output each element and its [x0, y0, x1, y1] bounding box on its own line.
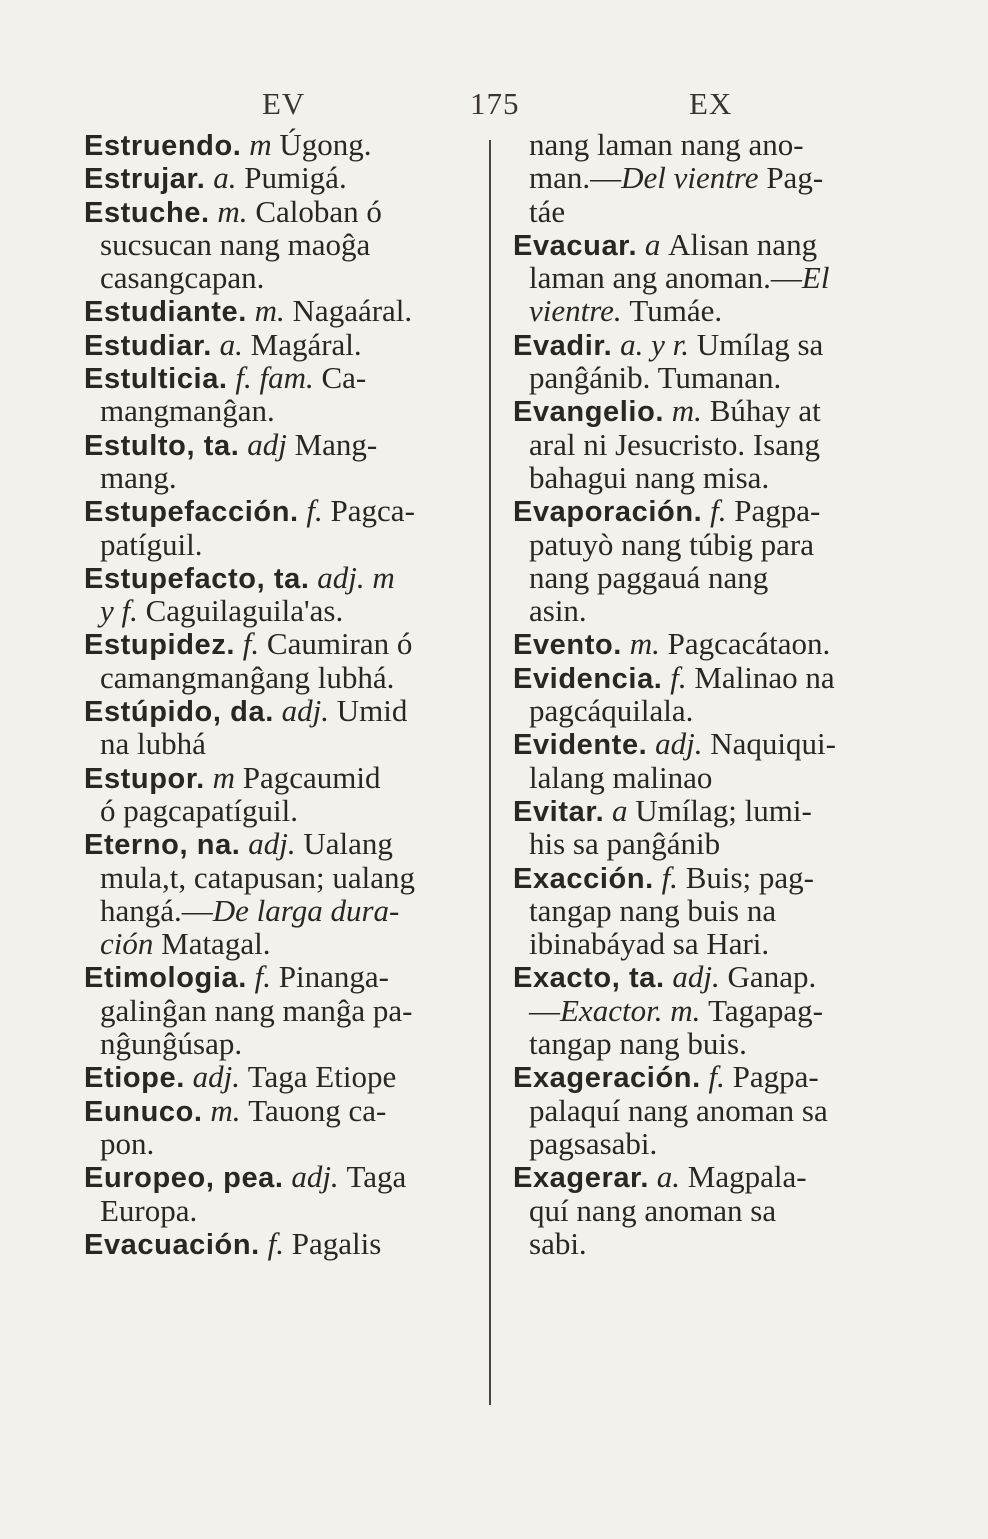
- entry-continuation-line: [84, 261, 482, 294]
- grammar-note: f.: [702, 493, 735, 529]
- headword: Evangelio.: [513, 396, 665, 429]
- entry-continuation-line: [513, 1227, 905, 1260]
- entry-continuation-line: [513, 528, 905, 561]
- entry-headword-line: [513, 727, 905, 760]
- entry-continuation-line: [84, 394, 482, 427]
- headword: Evaporación.: [513, 496, 703, 529]
- headword: Etimologia.: [84, 962, 247, 995]
- definition-text: Tumáe.: [629, 293, 723, 329]
- grammar-note: m.: [246, 293, 293, 329]
- definition-text: Búhay at: [709, 393, 821, 429]
- grammar-note: De larga dura-: [212, 892, 400, 928]
- definition-text: aral ni Jesucristo. Isang: [529, 426, 820, 462]
- entry-continuation-line: [84, 1027, 482, 1060]
- entry-continuation-line: [513, 261, 905, 294]
- definition-text: mang.: [100, 459, 177, 495]
- definition-text: Umid: [336, 693, 408, 729]
- definition-text: laman ang anoman.—: [529, 260, 802, 296]
- definition-text: Caguilaguila'as.: [145, 593, 344, 629]
- entry-continuation-line: [513, 994, 905, 1027]
- entry-continuation-line: [84, 894, 482, 927]
- definition-text: Pagcacátaon.: [667, 626, 831, 662]
- grammar-note: f.: [246, 959, 279, 995]
- entry-headword-line: [84, 1060, 482, 1093]
- entry-headword-line: [513, 960, 905, 993]
- headword: Evacuación.: [84, 1228, 260, 1261]
- grammar-note: adj.: [664, 959, 728, 995]
- headword: Estúpido, da.: [84, 696, 274, 729]
- page-number: 175: [470, 86, 520, 121]
- entry-continuation-line: [513, 761, 905, 794]
- header-left-guide: EV: [262, 86, 306, 121]
- headword: Evadir.: [513, 329, 613, 362]
- headword: Estuche.: [84, 196, 210, 229]
- entry-headword-line: [84, 827, 482, 860]
- grammar-note: El: [801, 260, 830, 296]
- headword: Estupor.: [84, 762, 205, 795]
- entry-headword-line: [513, 627, 905, 660]
- grammar-note: f.: [662, 659, 695, 695]
- definition-text: man.—: [529, 160, 622, 196]
- entry-continuation-line: [513, 594, 905, 627]
- definition-text: sabi.: [529, 1225, 587, 1261]
- grammar-note: a.: [211, 326, 251, 362]
- grammar-note: a.: [205, 160, 245, 196]
- entry-continuation-line: [513, 1127, 905, 1160]
- definition-text: panĝánib. Tumanan.: [529, 360, 782, 396]
- definition-text: sucsucan nang maoĝa: [100, 226, 371, 262]
- definition-text: camangmanĝang lubhá.: [100, 659, 395, 695]
- entry-headword-line: [84, 361, 482, 394]
- definition-text: pagcáquilala.: [529, 693, 694, 729]
- grammar-note: a. y r.: [612, 326, 697, 362]
- definition-text: Pagpa-: [734, 493, 821, 529]
- entry-continuation-line: [513, 1194, 905, 1227]
- headword: Evento.: [513, 629, 622, 662]
- entry-continuation-line: [84, 528, 482, 561]
- definition-text: Nagaáral.: [292, 293, 413, 329]
- headword: Evitar.: [513, 795, 605, 828]
- grammar-note: Del vientre: [621, 160, 767, 196]
- entry-continuation-line: [513, 1027, 905, 1060]
- entry-continuation-line: [513, 461, 905, 494]
- grammar-note: f.: [700, 1059, 733, 1095]
- grammar-note: f.: [298, 493, 331, 529]
- entry-continuation-line: [84, 727, 482, 760]
- definition-text: Pagalis: [291, 1225, 382, 1261]
- definition-text: his sa panĝánib: [529, 826, 721, 862]
- grammar-note: a: [604, 792, 636, 828]
- definition-text: Pinanga-: [278, 959, 389, 995]
- definition-text: lalang malinao: [529, 759, 713, 795]
- entry-headword-line: [513, 661, 905, 694]
- headword: Evacuar.: [513, 229, 638, 262]
- grammar-note: m.: [621, 626, 668, 662]
- grammar-note: a: [637, 226, 669, 262]
- headword: Eterno, na.: [84, 829, 241, 862]
- definition-text: Matagal.: [161, 926, 271, 962]
- entry-headword-line: [84, 195, 482, 228]
- entry-continuation-line: [513, 361, 905, 394]
- definition-text: Pagca-: [330, 493, 415, 529]
- definition-text: Tagapag-: [708, 992, 823, 1028]
- definition-text: Magáral.: [250, 326, 362, 362]
- entry-continuation-line: [84, 861, 482, 894]
- definition-text: Magpala-: [687, 1159, 807, 1195]
- definition-text: pagsasabi.: [529, 1125, 658, 1161]
- entry-continuation-line: [513, 294, 905, 327]
- grammar-note: m.: [202, 1092, 249, 1128]
- definition-text: Pagcaumid: [242, 759, 381, 795]
- definition-text: —: [529, 992, 560, 1028]
- entry-headword-line: [84, 161, 482, 194]
- entry-continuation-line: [513, 894, 905, 927]
- entry-continuation-line: [513, 561, 905, 594]
- entry-headword-line: [513, 1160, 905, 1193]
- definition-text: Buis; pag-: [685, 859, 814, 895]
- left-column: [84, 128, 482, 1260]
- definition-text: Úgong.: [279, 127, 372, 162]
- entry-headword-line: [84, 561, 482, 594]
- definition-text: mangmanĝan.: [100, 393, 275, 429]
- headword: Exageración.: [513, 1062, 701, 1095]
- entry-headword-line: [84, 1094, 482, 1127]
- entry-headword-line: [513, 228, 905, 261]
- headword: Exacto, ta.: [513, 962, 665, 995]
- headword: Europeo, pea.: [84, 1162, 284, 1195]
- definition-text: Taga Etiope: [247, 1059, 397, 1095]
- grammar-note: f.: [235, 626, 267, 662]
- headword: Estruendo.: [84, 130, 242, 162]
- definition-text: tangap nang buis.: [529, 1026, 747, 1062]
- definition-text: táe: [529, 193, 566, 229]
- headword: Estulto, ta.: [84, 429, 240, 462]
- entry-continuation-line: [513, 428, 905, 461]
- entry-headword-line: [84, 627, 482, 660]
- entry-headword-line: [513, 328, 905, 361]
- definition-text: pon.: [100, 1125, 155, 1161]
- grammar-note: adj: [239, 426, 295, 462]
- entry-continuation-line: [84, 1127, 482, 1160]
- entry-headword-line: [84, 494, 482, 527]
- definition-text: tangap nang buis na: [529, 892, 777, 928]
- right-column: [513, 128, 905, 1260]
- definition-text: Umílag sa: [696, 326, 824, 362]
- definition-text: Ca-: [321, 360, 367, 396]
- grammar-note: adj.: [273, 693, 337, 729]
- definition-text: Ganap.: [727, 959, 817, 995]
- entry-headword-line: [84, 428, 482, 461]
- headword: Etiope.: [84, 1062, 185, 1095]
- entry-headword-line: [84, 694, 482, 727]
- grammar-note: m: [204, 759, 243, 795]
- grammar-note: y f.: [100, 593, 146, 629]
- entry-continuation-line: [513, 827, 905, 860]
- definition-text: casangcapan.: [100, 260, 265, 296]
- definition-text: Europa.: [100, 1192, 198, 1228]
- headword: Estudiante.: [84, 296, 247, 329]
- definition-text: mula,t, catapusan; ualang: [100, 859, 416, 895]
- grammar-note: f. fam.: [227, 360, 322, 396]
- definition-text: asin.: [529, 593, 587, 629]
- headword: Eunuco.: [84, 1095, 203, 1128]
- definition-text: palaquí nang anoman sa: [529, 1092, 828, 1128]
- definition-text: Pag-: [766, 160, 824, 196]
- grammar-note: a.: [649, 1159, 688, 1195]
- entry-continuation-line: [513, 161, 905, 194]
- definition-text: ó pagcapatíguil.: [100, 792, 298, 828]
- grammar-note: adj.: [184, 1059, 248, 1095]
- headword: Estupidez.: [84, 629, 236, 662]
- definition-text: nĝunĝúsap.: [100, 1026, 243, 1062]
- grammar-note: vientre.: [529, 293, 630, 329]
- entry-continuation-line: [513, 128, 905, 161]
- entry-headword-line: [84, 1227, 482, 1260]
- definition-text: bahagui nang misa.: [529, 459, 770, 495]
- headword: Estudiar.: [84, 329, 212, 362]
- headword: Exacción.: [513, 862, 654, 895]
- grammar-note: m: [241, 127, 280, 162]
- definition-text: na lubhá: [100, 726, 206, 762]
- entry-continuation-line: [84, 794, 482, 827]
- grammar-note: adj. m: [309, 559, 395, 595]
- grammar-note: m.: [209, 193, 256, 229]
- definition-text: hangá.—: [100, 892, 213, 928]
- definition-text: patuyò nang túbig para: [529, 526, 814, 562]
- headword: Estrujar.: [84, 163, 206, 196]
- entry-headword-line: [84, 294, 482, 327]
- entry-continuation-line: [84, 927, 482, 960]
- definition-text: Naquiqui-: [710, 726, 836, 762]
- definition-text: ibinabáyad sa Hari.: [529, 926, 770, 962]
- grammar-note: ción: [100, 926, 162, 962]
- entry-continuation-line: [84, 228, 482, 261]
- headword: Estupefacción.: [84, 496, 299, 529]
- entry-headword-line: [513, 394, 905, 427]
- grammar-note: f.: [259, 1225, 292, 1261]
- grammar-note: adj.: [283, 1159, 347, 1195]
- entry-continuation-line: [84, 661, 482, 694]
- entry-continuation-line: [513, 927, 905, 960]
- grammar-note: f.: [653, 859, 686, 895]
- definition-text: Ualang: [303, 826, 393, 862]
- headword: Evidencia.: [513, 662, 663, 695]
- definition-text: patíguil.: [100, 526, 203, 562]
- definition-text: nang paggauá nang: [529, 559, 769, 595]
- headword: Estulticia.: [84, 363, 228, 396]
- column-divider: [489, 140, 491, 1405]
- definition-text: Caumiran ó: [266, 626, 413, 662]
- grammar-note: Exactor. m.: [560, 992, 709, 1028]
- definition-text: Pagpa-: [732, 1059, 819, 1095]
- definition-text: Pumigá.: [244, 160, 347, 196]
- definition-text: Tauong ca-: [248, 1092, 387, 1128]
- definition-text: quí nang anoman sa: [529, 1192, 777, 1228]
- definition-text: Caloban ó: [255, 193, 382, 229]
- definition-text: Malinao na: [694, 659, 835, 695]
- definition-text: Umílag; lumi-: [635, 792, 812, 828]
- entry-headword-line: [84, 960, 482, 993]
- grammar-note: adj.: [647, 726, 711, 762]
- entry-continuation-line: [84, 461, 482, 494]
- definition-text: galinĝan nang manĝa pa-: [100, 992, 413, 1028]
- entry-continuation-line: [513, 1094, 905, 1127]
- entry-headword-line: [84, 1160, 482, 1193]
- headword: Exagerar.: [513, 1162, 649, 1195]
- definition-text: Alisan nang: [668, 226, 818, 262]
- headword: Evidente.: [513, 729, 648, 762]
- entry-headword-line: [513, 1060, 905, 1093]
- entry-continuation-line: [84, 594, 482, 627]
- entry-continuation-line: [84, 1194, 482, 1227]
- definition-text: Mang-: [294, 426, 378, 462]
- entry-continuation-line: [513, 195, 905, 228]
- entry-headword-line: [84, 128, 482, 161]
- entry-headword-line: [513, 794, 905, 827]
- entry-headword-line: [513, 494, 905, 527]
- entry-headword-line: [84, 328, 482, 361]
- entry-headword-line: [513, 861, 905, 894]
- headword: Estupefacto, ta.: [84, 562, 310, 595]
- entry-continuation-line: [513, 694, 905, 727]
- grammar-note: adj.: [240, 826, 304, 862]
- grammar-note: m.: [664, 393, 710, 429]
- definition-text: Taga: [346, 1159, 407, 1195]
- entry-headword-line: [84, 761, 482, 794]
- definition-text: nang laman nang ano-: [529, 127, 804, 162]
- entry-continuation-line: [84, 994, 482, 1027]
- header-right-guide: EX: [689, 86, 733, 121]
